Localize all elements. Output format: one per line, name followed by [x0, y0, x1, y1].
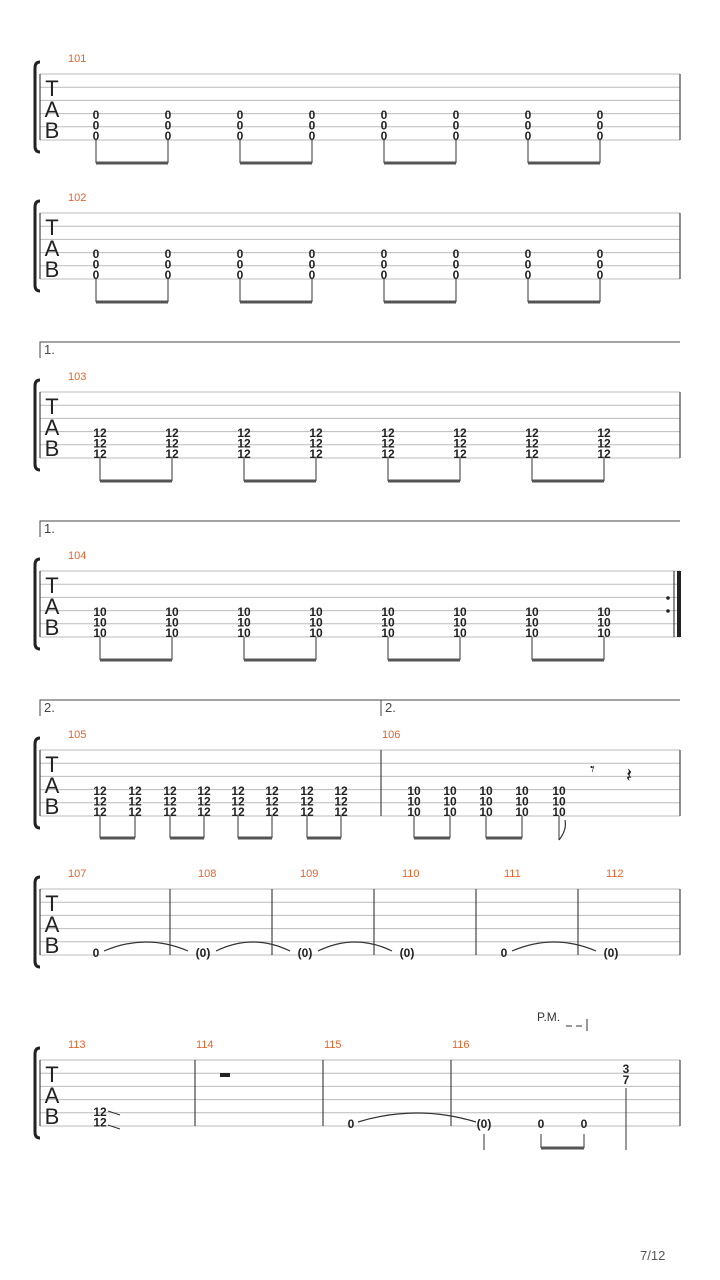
- fret-number: 10: [597, 605, 611, 619]
- fret-number: 0: [452, 118, 460, 133]
- repeat-dot: [666, 596, 670, 600]
- fret-number: 0: [380, 268, 388, 282]
- fret-number: 10: [479, 805, 493, 819]
- fret-number: 0: [524, 257, 532, 272]
- fret-number: (0): [195, 946, 211, 960]
- fret-number: 0: [308, 257, 316, 272]
- fret-number: 10: [381, 626, 395, 640]
- quarter-rest: 𝄽: [626, 763, 633, 787]
- fret-number: 12: [597, 447, 611, 461]
- tab-clef-letter: T: [45, 891, 59, 916]
- fret-number: 0: [524, 108, 532, 122]
- fret-number: 12: [334, 805, 348, 819]
- fret-number: 10: [479, 794, 493, 809]
- fret-number: 12: [165, 436, 179, 451]
- tab-clef-letter: B: [44, 933, 60, 958]
- repeat-dot: [666, 609, 670, 613]
- fret-number: 12: [309, 436, 323, 451]
- tab-clef-letter: B: [44, 1104, 60, 1129]
- volta-bracket: [40, 700, 381, 716]
- fret-number: 12: [597, 426, 611, 440]
- fret-number: 10: [453, 615, 467, 630]
- fret-number: 0: [524, 268, 532, 282]
- fret-number: 0: [596, 257, 604, 272]
- fret-number: 12: [237, 436, 251, 451]
- fret-number: 0: [347, 1117, 355, 1131]
- fret-number: 0: [92, 108, 100, 122]
- fret-number: 0: [580, 1117, 588, 1131]
- fret-number: 0: [596, 129, 604, 143]
- fret-number: 12: [93, 805, 107, 819]
- tie-arc: [318, 942, 392, 951]
- fret-number: 0: [524, 118, 532, 133]
- fret-number: 0: [92, 946, 100, 960]
- fret-number: 12: [231, 784, 245, 798]
- fret-number: 0: [308, 268, 316, 282]
- fret-number: 0: [596, 268, 604, 282]
- fret-number: 12: [453, 426, 467, 440]
- fret-number: 0: [380, 108, 388, 122]
- fret-number: 0: [92, 247, 100, 261]
- fret-number: 10: [309, 605, 323, 619]
- fret-number: 10: [407, 794, 421, 809]
- fret-number: 10: [407, 805, 421, 819]
- volta-label: 1.: [44, 521, 55, 536]
- tab-clef-letter: B: [44, 257, 60, 282]
- system-bracket: [35, 201, 40, 291]
- fret-number: 12: [237, 426, 251, 440]
- fret-number: 10: [525, 605, 539, 619]
- fret-number: 12: [381, 447, 395, 461]
- fret-number: 10: [407, 784, 421, 798]
- fret-number: 10: [93, 615, 107, 630]
- whole-rest: [220, 1073, 230, 1077]
- fret-number: 10: [381, 615, 395, 630]
- fret-number: 12: [197, 784, 211, 798]
- fret-number: 0: [92, 257, 100, 272]
- fret-number: 0: [380, 247, 388, 261]
- fret-number: 12: [309, 447, 323, 461]
- tie-arc: [216, 942, 290, 951]
- fret-number: 12: [381, 436, 395, 451]
- measure-number: 103: [68, 371, 87, 383]
- fret-number: 12: [334, 794, 348, 809]
- tab-clef-letter: B: [44, 436, 60, 461]
- system-bracket: [35, 559, 40, 649]
- tab-clef-letter: A: [44, 236, 60, 261]
- fret-number: 12: [300, 805, 314, 819]
- fret-number: 0: [236, 129, 244, 143]
- fret-number: 12: [300, 794, 314, 809]
- page-number: 7/12: [640, 1248, 666, 1263]
- volta-label: 1.: [44, 342, 55, 357]
- fret-number: 0: [236, 268, 244, 282]
- fret-number: 12: [93, 436, 107, 451]
- fret-number: 0: [596, 118, 604, 133]
- fret-number: (0): [399, 946, 415, 960]
- fret-number: 10: [237, 615, 251, 630]
- tab-clef-letter: A: [44, 912, 60, 937]
- tab-clef-letter: A: [44, 594, 60, 619]
- fret-number: 10: [443, 805, 457, 819]
- measure-number: 102: [68, 192, 87, 204]
- fret-number: 0: [308, 129, 316, 143]
- fret-number: 12: [93, 1115, 107, 1130]
- measure-number: 110: [402, 868, 420, 880]
- fret-number: 0: [537, 1117, 545, 1131]
- fret-number: 12: [197, 794, 211, 809]
- fret-number: 0: [164, 108, 172, 122]
- fret-number: 10: [165, 626, 179, 640]
- system-bracket: [35, 738, 40, 828]
- tie-arc: [104, 942, 188, 951]
- fret-number: 12: [237, 447, 251, 461]
- system-bracket: [35, 380, 40, 470]
- tab-clef-letter: B: [44, 615, 60, 640]
- fret-number: 10: [479, 784, 493, 798]
- tab-clef-letter: A: [44, 1083, 60, 1108]
- fret-number: 0: [524, 247, 532, 261]
- fret-number: 10: [309, 615, 323, 630]
- fret-number: 12: [163, 805, 177, 819]
- fret-number: 0: [236, 118, 244, 133]
- tab-clef-letter: A: [44, 415, 60, 440]
- fret-number: 0: [308, 108, 316, 122]
- fret-number: 0: [380, 118, 388, 133]
- measure-number: 114: [196, 1039, 214, 1051]
- fret-number: 10: [552, 805, 566, 819]
- fret-number: 0: [308, 247, 316, 261]
- fret-number: 10: [309, 626, 323, 640]
- fret-number: 10: [515, 794, 529, 809]
- fret-number: 0: [92, 268, 100, 282]
- fret-number: 0: [164, 129, 172, 143]
- measure-number: 116: [452, 1039, 470, 1051]
- fret-number: 10: [515, 784, 529, 798]
- fret-number: 0: [236, 108, 244, 122]
- system-bracket: [35, 62, 40, 152]
- fret-number: 12: [93, 447, 107, 461]
- fret-number: 10: [165, 615, 179, 630]
- fret-number: 0: [380, 257, 388, 272]
- tab-clef-letter: T: [45, 76, 59, 101]
- tab-clef-letter: B: [44, 794, 60, 819]
- measure-number: 106: [382, 729, 401, 741]
- measure-number: 108: [198, 868, 217, 880]
- fret-number: 12: [265, 794, 279, 809]
- tab-clef-letter: A: [44, 773, 60, 798]
- fret-number: 12: [525, 447, 539, 461]
- fret-number: 10: [237, 605, 251, 619]
- fret-number: 10: [525, 626, 539, 640]
- fret-number: 10: [552, 794, 566, 809]
- measure-number: 113: [68, 1039, 86, 1051]
- fret-number: 0: [308, 118, 316, 133]
- fret-number: 12: [265, 805, 279, 819]
- fret-number: 0: [92, 129, 100, 143]
- fret-number: 12: [597, 436, 611, 451]
- fret-number: (0): [603, 946, 619, 960]
- fret-number: 10: [443, 784, 457, 798]
- fret-number: 10: [237, 626, 251, 640]
- fret-number: 10: [597, 615, 611, 630]
- tab-clef-letter: T: [45, 752, 59, 777]
- fret-number: 12: [93, 1105, 107, 1119]
- fret-number: 12: [300, 784, 314, 798]
- fret-number: 10: [443, 794, 457, 809]
- measure-number: 104: [68, 550, 87, 562]
- fret-number: 12: [197, 805, 211, 819]
- fret-number: 12: [381, 426, 395, 440]
- fret-number: 0: [164, 247, 172, 261]
- volta-bracket: [381, 700, 680, 716]
- palm-mute-label: P.M.: [537, 1010, 561, 1024]
- volta-bracket: [40, 521, 680, 537]
- fret-number: 12: [93, 794, 107, 809]
- fret-number: 12: [93, 426, 107, 440]
- measure-number: 112: [606, 868, 624, 880]
- tie-arc: [358, 1113, 476, 1122]
- fret-number: 0: [452, 108, 460, 122]
- eighth-rest: 𝄾: [590, 759, 595, 780]
- fret-number: 3: [622, 1062, 630, 1076]
- fret-number: 12: [163, 784, 177, 798]
- fret-number: 0: [596, 108, 604, 122]
- fret-number: 12: [165, 426, 179, 440]
- fret-number: 7: [622, 1073, 630, 1087]
- fret-number: (0): [297, 946, 313, 960]
- fret-number: 10: [93, 605, 107, 619]
- fret-number: 10: [515, 805, 529, 819]
- fret-number: 12: [525, 426, 539, 440]
- tab-clef-letter: A: [44, 97, 60, 122]
- fret-number: 12: [453, 447, 467, 461]
- fret-number: 12: [265, 784, 279, 798]
- system-bracket: [35, 877, 40, 967]
- eighth-flag: [559, 820, 565, 840]
- tab-clef-letter: T: [45, 215, 59, 240]
- fret-number: 0: [452, 247, 460, 261]
- fret-number: 12: [334, 784, 348, 798]
- fret-number: 10: [165, 605, 179, 619]
- fret-number: 12: [525, 436, 539, 451]
- volta-label: 2.: [44, 700, 55, 715]
- fret-number: (0): [476, 1117, 492, 1131]
- fret-number: 0: [236, 247, 244, 261]
- fret-number: 0: [164, 118, 172, 133]
- measure-number: 105: [68, 729, 87, 741]
- fret-number: 0: [452, 129, 460, 143]
- measure-number: 109: [300, 868, 319, 880]
- fret-number: 0: [596, 247, 604, 261]
- fret-number: 10: [453, 626, 467, 640]
- fret-number: 0: [524, 129, 532, 143]
- measure-number: 107: [68, 868, 87, 880]
- fret-number: 12: [128, 805, 142, 819]
- tab-clef-letter: T: [45, 1062, 59, 1087]
- fret-number: 12: [93, 784, 107, 798]
- fret-number: 0: [92, 118, 100, 133]
- fret-number: 12: [165, 447, 179, 461]
- measure-number: 101: [68, 53, 87, 65]
- fret-number: 10: [93, 626, 107, 640]
- tab-clef-letter: B: [44, 118, 60, 143]
- fret-number: 0: [164, 268, 172, 282]
- fret-number: 10: [381, 605, 395, 619]
- system-bracket: [35, 1048, 40, 1138]
- measure-number: 115: [324, 1039, 342, 1051]
- volta-label: 2.: [385, 700, 396, 715]
- fret-number: 0: [164, 257, 172, 272]
- fret-number: 12: [231, 805, 245, 819]
- fret-number: 10: [525, 615, 539, 630]
- fret-number: 0: [452, 257, 460, 272]
- tab-clef-letter: T: [45, 394, 59, 419]
- volta-bracket: [40, 342, 680, 358]
- fret-number: 12: [128, 784, 142, 798]
- fret-number: 0: [500, 946, 508, 960]
- tie-arc: [512, 942, 596, 951]
- fret-number: 12: [231, 794, 245, 809]
- fret-number: 0: [380, 129, 388, 143]
- fret-number: 12: [309, 426, 323, 440]
- fret-number: 10: [597, 626, 611, 640]
- measure-number: 111: [504, 868, 521, 880]
- fret-number: 10: [453, 605, 467, 619]
- fret-number: 12: [163, 794, 177, 809]
- tab-clef-letter: T: [45, 573, 59, 598]
- fret-number: 0: [452, 268, 460, 282]
- fret-number: 12: [128, 794, 142, 809]
- fret-number: 12: [453, 436, 467, 451]
- fret-number: 0: [236, 257, 244, 272]
- fret-number: 10: [552, 784, 566, 798]
